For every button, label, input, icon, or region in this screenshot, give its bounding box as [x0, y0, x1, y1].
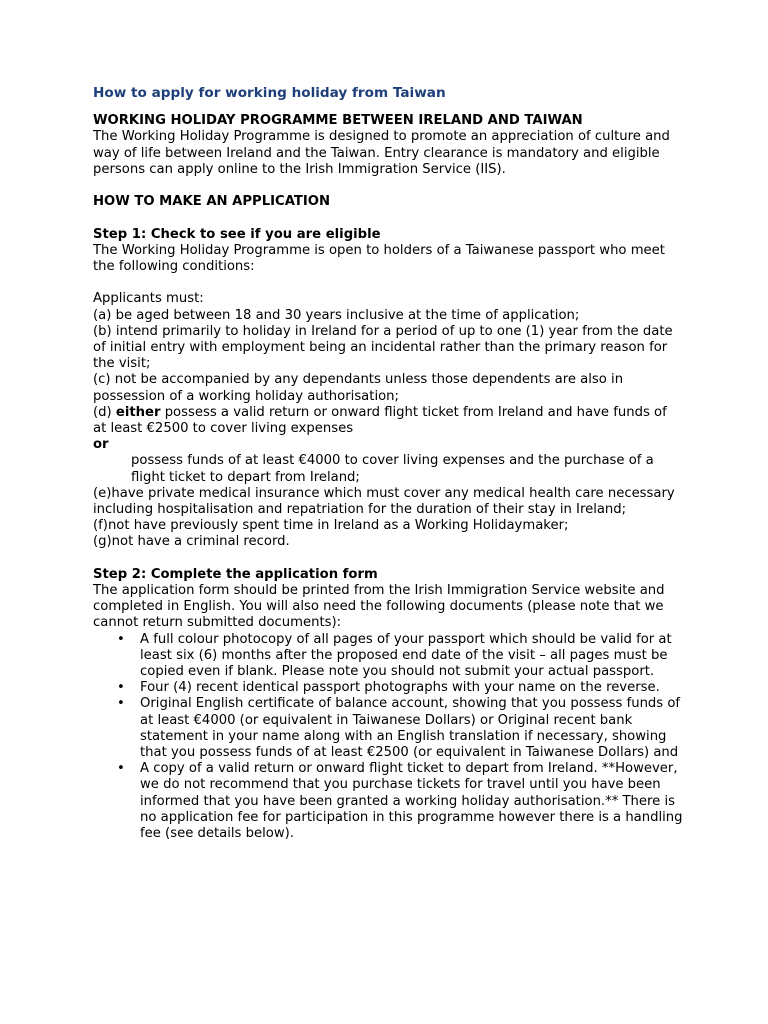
list-item — [93, 696, 683, 761]
condition-f — [93, 518, 683, 534]
bullet-icon: • — [117, 761, 125, 777]
application-heading: HOW TO MAKE AN APPLICATION — [93, 194, 331, 210]
condition-b-text: intend primarily to holiday in Ireland for a period of up to one (1) year from the date of initial entry with employment being an incidental rather than the primary reason for the visit; — [93, 323, 673, 372]
condition-c — [93, 372, 683, 404]
condition-e-label: (e) — [93, 485, 112, 501]
bullet-icon: • — [117, 631, 125, 647]
condition-d-alternative: possess funds of at least €4000 to cover living expenses and the purchase of a flight ticket to depart from Ireland; — [131, 453, 654, 485]
list-item-text: A copy of a valid return or onward flight ticket to depart from Ireland. **However, we do not recommend that you purchase tickets for travel until you have been informed that you have been granted a working holiday authorisation.** There is no application fee for participation in this programme however there is a handling fee (see details below). — [140, 761, 683, 842]
bullet-icon: • — [117, 680, 125, 696]
programme-heading: WORKING HOLIDAY PROGRAMME BETWEEN IRELAND AND TAIWAN — [93, 113, 583, 129]
list-item — [93, 761, 683, 842]
condition-g-label: (g) — [93, 534, 112, 550]
programme-description: The Working Holiday Programme is designed to promote an appreciation of culture and way of life between Ireland and the Taiwan. Entry clearance is mandatory and eligible persons can apply online to the Irish Immigration Service (IIS). — [93, 129, 670, 177]
list-item-text: Four (4) recent identical passport photographs with your name on the reverse. — [140, 680, 660, 696]
condition-f-label: (f) — [93, 518, 108, 534]
documents-list — [93, 632, 683, 843]
condition-g-text: not have a criminal record. — [111, 534, 290, 550]
list-item-text: Original English certificate of balance account, showing that you possess funds of at least €4000 (or equivalent in Taiwanese Dollars) or Original recent bank statement in your name along with an English translation if necessary, showing that you possess funds of at least €2500 (or equivalent in Taiwanese Dollars) and — [140, 696, 681, 761]
spacer — [93, 551, 683, 567]
condition-d-either: either — [115, 404, 161, 420]
condition-g — [93, 534, 683, 550]
condition-a — [93, 308, 683, 324]
condition-f-text: not have previously spent time in Ireland as a Working Holidaymaker; — [107, 518, 569, 534]
step2-heading: Step 2: Complete the application form — [93, 566, 378, 582]
spacer — [93, 178, 683, 194]
condition-c-label: (c) — [93, 372, 111, 388]
condition-e — [93, 486, 683, 518]
bullet-icon: • — [117, 696, 125, 712]
spacer — [93, 275, 683, 291]
condition-d-text: possess a valid return or onward flight ticket from Ireland and have funds of at least €2500 to cover living expenses — [93, 404, 667, 437]
step1-intro: The Working Holiday Programme is open to holders of a Taiwanese passport who meet the following conditions: — [93, 242, 665, 274]
condition-b — [93, 324, 683, 373]
document-title: How to apply for working holiday from Taiwan — [93, 85, 446, 101]
spacer — [93, 210, 683, 226]
applicants-must-label: Applicants must: — [93, 291, 204, 307]
document-page — [93, 85, 683, 842]
condition-d-label: (d) — [93, 404, 112, 420]
step2-intro: The application form should be printed from the Irish Immigration Service website and completed in English. You will also need the following documents (please note that we cannot return submitted documents): — [93, 583, 665, 631]
step1-heading: Step 1: Check to see if you are eligible — [93, 226, 381, 242]
condition-e-text: have private medical insurance which must cover any medical health care necessary including hospitalisation and repatriation for the duration of their stay in Ireland; — [93, 485, 675, 518]
list-item — [93, 680, 683, 696]
condition-d — [93, 405, 683, 437]
condition-a-label: (a) — [93, 307, 112, 323]
condition-a-text: be aged between 18 and 30 years inclusive at the time of application; — [115, 307, 580, 323]
condition-c-text: not be accompanied by any dependants unless those dependents are also in possession of a working holiday authorisation; — [93, 372, 624, 404]
list-item — [93, 632, 683, 681]
or-separator: or — [93, 437, 109, 453]
list-item-text: A full colour photocopy of all pages of your passport which should be valid for at least six (6) months after the proposed end date of the visit – all pages must be copied even if blank. Please note you should not submit your actual passport. — [140, 631, 672, 680]
condition-b-label: (b) — [93, 323, 112, 339]
